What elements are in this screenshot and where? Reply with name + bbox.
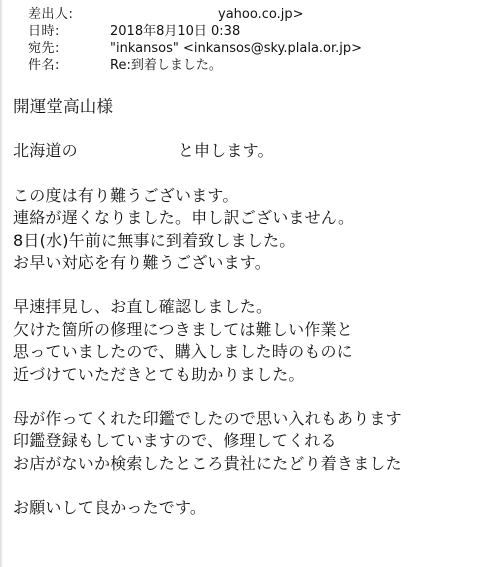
to-value: "inkansos" <inkansos@sky.plala.or.jp> (110, 41, 363, 56)
intro-prefix: 北海道の (13, 141, 78, 161)
paragraph-check (13, 296, 483, 386)
body-line: 思っていましたので、購入しました時のものに (13, 342, 353, 362)
blank-line (13, 274, 483, 296)
from-value (110, 6, 303, 23)
name-redaction (78, 142, 178, 162)
email-body (13, 96, 483, 520)
scan-edge-shadow (0, 0, 3, 567)
body-line: 印鑑登録もしていますので、修理してくれる (13, 431, 337, 451)
to-row (28, 40, 468, 57)
subject-row (28, 57, 468, 74)
subject-value: Re:到着しました。 (110, 58, 222, 73)
date-label: 日時: (28, 24, 60, 39)
intro-line (13, 140, 483, 162)
intro-suffix: と申します。 (177, 141, 274, 161)
body-line: お早い対応を有り難うございます。 (13, 253, 271, 273)
from-domain: yahoo.co.jp> (218, 7, 304, 22)
body-line: 8日(水)午前に無事に到着致しました。 (13, 230, 296, 250)
body-line: 連絡が遅くなりました。申し訳ございません。 (13, 208, 355, 228)
blank-line (13, 475, 483, 497)
body-line: 近づけていただきとても助かりました。 (13, 364, 305, 384)
to-label: 宛先: (28, 41, 60, 56)
subject-label: 件名: (28, 58, 60, 73)
paragraph-thanks (13, 185, 483, 275)
salutation: 開運堂高山様 (13, 97, 114, 116)
from-redaction (110, 7, 218, 22)
body-line: 母が作ってくれた印鑑でしたので思い入れもあります (13, 409, 402, 429)
body-line: 欠けた箇所の修理につきましては難しい作業と (13, 319, 353, 339)
from-row (28, 6, 468, 23)
blank-line (13, 386, 483, 408)
email-header (28, 6, 468, 74)
date-value: 2018年8月10日 0:38 (110, 24, 241, 39)
body-line: この度は有り難うございます。 (13, 185, 239, 205)
body-line: お店がないか検索したところ貴社にたどり着きました (13, 453, 402, 473)
closing-line: お願いして良かったです。 (13, 498, 207, 518)
blank-line (13, 118, 483, 140)
date-row (28, 23, 468, 40)
paragraph-reason (13, 408, 483, 475)
body-line: 早速拝見し、お直し確認しました。 (13, 297, 273, 317)
from-label: 差出人: (28, 7, 74, 22)
blank-line (13, 163, 483, 185)
